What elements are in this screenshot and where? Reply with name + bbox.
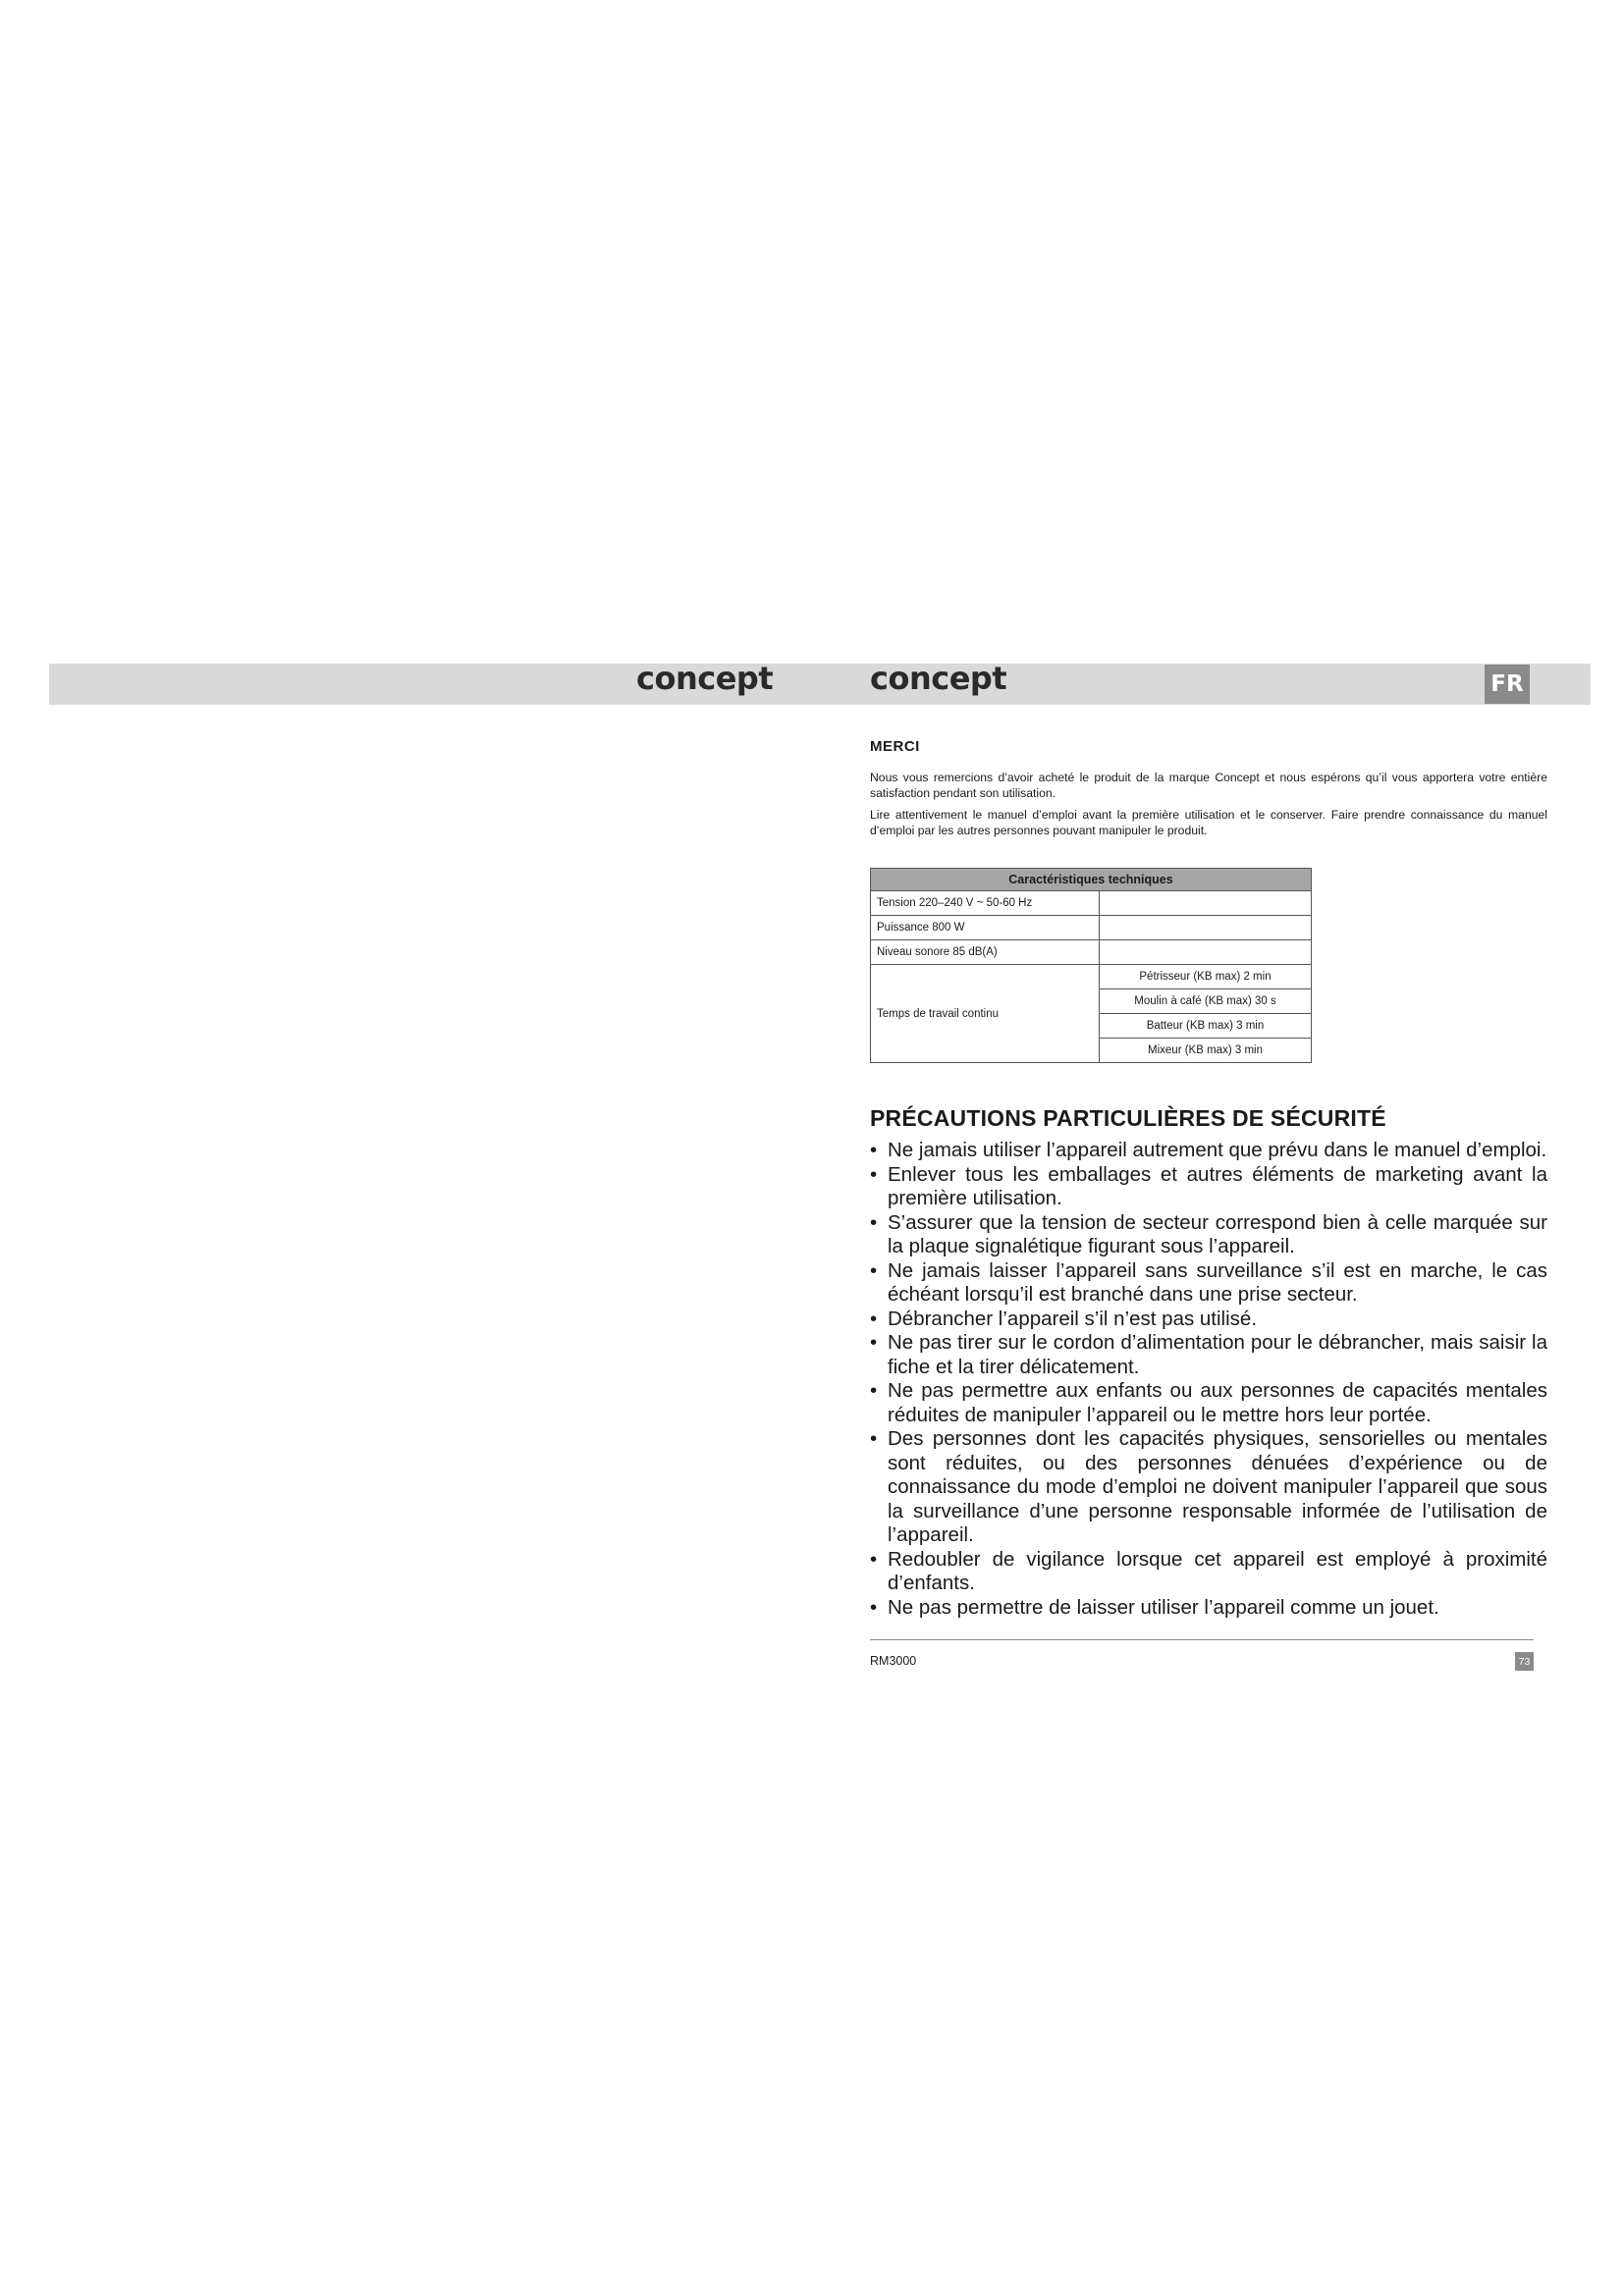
spec-value: Pétrisseur (KB max) 2 min [1100, 965, 1312, 989]
footer-divider [870, 1639, 1534, 1640]
spec-value: Mixeur (KB max) 3 min [1100, 1039, 1312, 1063]
spec-value-empty [1100, 891, 1312, 916]
brand-logo-right: concept [870, 660, 1007, 697]
table-row [871, 916, 1312, 940]
language-badge: FR [1485, 665, 1530, 704]
list-item: • Ne pas permettre de laisser utiliser l’appareil comme un jouet. [870, 1596, 1547, 1621]
intro-paragraph: Lire attentivement le manuel d’emploi avant la première utilisation et le conserver. Faire prendre connaissance du manuel d’emploi par les autres personnes pouvant manipuler le produit. [870, 808, 1547, 837]
spec-cell: Niveau sonore 85 dB(A) [871, 940, 1100, 965]
specs-table [870, 868, 1312, 1063]
list-item: • Enlever tous les emballages et autres éléments de marketing avant la première utilisation. [870, 1163, 1547, 1211]
list-item: • Redoubler de vigilance lorsque cet appareil est employé à proximité d’enfants. [870, 1548, 1547, 1596]
spec-value-empty [1100, 940, 1312, 965]
brand-logo-left: concept [636, 660, 774, 697]
table-row [871, 940, 1312, 965]
list-item: • Ne pas tirer sur le cordon d’alimentation pour le débrancher, mais saisir la fiche et la tirer délicatement. [870, 1331, 1547, 1379]
section-title-merci: MERCI [870, 738, 920, 755]
list-item: • Débrancher l’appareil s’il n’est pas utilisé. [870, 1308, 1547, 1332]
list-item: • Ne jamais laisser l’appareil sans surveillance s’il est en marche, le cas échéant lorsqu’il est branché dans une prise secteur. [870, 1259, 1547, 1308]
spec-cell: Puissance 800 W [871, 916, 1100, 940]
footer-model: RM3000 [870, 1654, 917, 1668]
spec-cell: Temps de travail continu [871, 965, 1100, 1063]
table-row [871, 965, 1312, 989]
list-item: • S’assurer que la tension de secteur correspond bien à celle marquée sur la plaque signalétique figurant sous l’appareil. [870, 1211, 1547, 1259]
spec-value-empty [1100, 916, 1312, 940]
list-item: • Ne jamais utiliser l’appareil autrement que prévu dans le manuel d’emploi. [870, 1139, 1547, 1163]
spec-cell: Tension 220–240 V ~ 50-60 Hz [871, 891, 1100, 916]
list-item: • Des personnes dont les capacités physiques, sensorielles ou mentales sont réduites, ou des personnes dénuées d’expérience ou de connaissance du mode d’emploi ne doivent manipuler l’appareil que sous la surveillance d’une personne responsable informée de l’utilisation de l’appareil. [870, 1427, 1547, 1548]
page-number: 73 [1515, 1652, 1534, 1671]
intro-text [870, 770, 1547, 838]
table-row [871, 891, 1312, 916]
spec-value: Batteur (KB max) 3 min [1100, 1014, 1312, 1039]
specs-table-title: Caractéristiques techniques [871, 869, 1312, 891]
header-band [49, 664, 1591, 705]
intro-paragraph: Nous vous remercions d’avoir acheté le produit de la marque Concept et nous espérons qu’il vous apportera votre entière satisfaction pendant son utilisation. [870, 771, 1547, 800]
spec-value: Moulin à café (KB max) 30 s [1100, 989, 1312, 1014]
section-title-safety: PRÉCAUTIONS PARTICULIÈRES DE SÉCURITÉ [870, 1105, 1386, 1131]
list-item: • Ne pas permettre aux enfants ou aux personnes de capacités mentales réduites de manipuler l’appareil ou le mettre hors leur portée. [870, 1379, 1547, 1427]
safety-list [870, 1139, 1547, 1620]
